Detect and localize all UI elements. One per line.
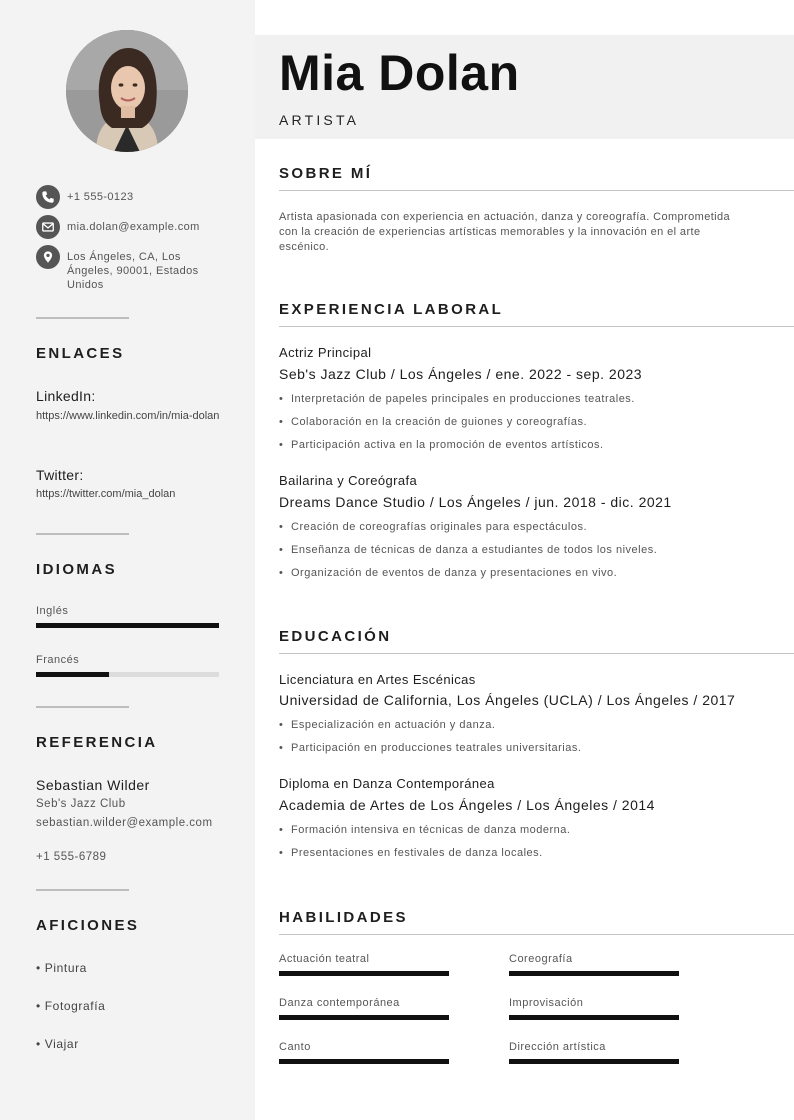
about-heading: SOBRE MÍ (279, 165, 373, 182)
list-item (279, 567, 617, 579)
skill-bar (279, 971, 449, 976)
job-subtitle: Seb's Jazz Club / Los Ángeles / ene. 2022 - sep. 2023 (279, 366, 643, 382)
education-subtitle: Universidad de California, Los Ángeles (UCLA) / Los Ángeles / 2017 (279, 692, 736, 708)
list-item (279, 393, 635, 405)
list-item (279, 847, 543, 859)
list-item (279, 824, 570, 836)
skill-bar-fill (279, 1059, 449, 1064)
skill-bar (509, 1015, 679, 1020)
bullet-dot: • (279, 393, 284, 405)
skill-bar-fill (509, 1059, 679, 1064)
profile-photo (66, 30, 188, 152)
contact-email (36, 215, 226, 239)
skill-bar (509, 1059, 679, 1064)
languages-heading: IDIOMAS (36, 561, 117, 578)
skill-bar-fill (509, 1015, 679, 1020)
bullet-text: Organización de eventos de danza y presentaciones en vivo. (291, 567, 618, 579)
linkedin-link[interactable]: https://www.linkedin.com/in/mia-dolan (36, 410, 220, 422)
hobby-item: • Fotografía (36, 999, 106, 1013)
bullet-dot: • (279, 742, 284, 754)
skill-label: Danza contemporánea (279, 997, 400, 1009)
sidebar (0, 0, 255, 1120)
list-item (279, 742, 581, 754)
bullet-text: Presentaciones en festivales de danza locales. (291, 847, 543, 859)
twitter-label: Twitter: (36, 467, 84, 483)
skill-label: Dirección artística (509, 1041, 606, 1053)
list-item (279, 416, 587, 428)
divider (36, 706, 129, 708)
language-english-bar (36, 623, 219, 628)
experience-heading: EXPERIENCIA LABORAL (279, 301, 504, 318)
section-divider (279, 190, 794, 191)
bullet-text: Participación en producciones teatrales universitarias. (291, 742, 582, 754)
bullet-dot: • (279, 847, 284, 859)
education-title: Licenciatura en Artes Escénicas (279, 672, 476, 687)
skill-bar (279, 1059, 449, 1064)
bullet-text: Especialización en actuación y danza. (291, 719, 496, 731)
language-french-fill (36, 672, 109, 677)
skill-bar-fill (279, 1015, 449, 1020)
list-item (279, 521, 587, 533)
section-divider (279, 653, 794, 654)
contact-phone (36, 185, 226, 209)
language-english-fill (36, 623, 219, 628)
phone-icon (36, 185, 60, 209)
divider (36, 317, 129, 319)
twitter-link[interactable]: https://twitter.com/mia_dolan (36, 488, 176, 500)
bullet-dot: • (279, 439, 284, 451)
reference-name: Sebastian Wilder (36, 777, 150, 793)
education-title: Diploma en Danza Contemporánea (279, 776, 495, 791)
hobby-item: • Pintura (36, 961, 87, 975)
hobbies-heading: AFICIONES (36, 917, 140, 934)
hobby-item: • Viajar (36, 1037, 79, 1051)
bullet-dot: • (279, 521, 284, 533)
divider (36, 533, 129, 535)
envelope-icon (36, 215, 60, 239)
skill-bar (279, 1015, 449, 1020)
skill-label: Canto (279, 1041, 311, 1053)
skills-heading: HABILIDADES (279, 909, 408, 926)
map-pin-icon (36, 245, 60, 269)
links-heading: ENLACES (36, 345, 125, 362)
about-text: Artista apasionada con experiencia en actuación, danza y coreografía. Comprometida con la creación de experiencias artísticas memorables y la innovación en el arte escénico. (279, 211, 731, 253)
skill-bar (509, 971, 679, 976)
language-english-label: Inglés (36, 605, 69, 617)
reference-email: sebastian.wilder@example.com (36, 817, 213, 829)
phone-text: +1 555-0123 (67, 191, 134, 203)
skill-label: Improvisación (509, 997, 584, 1009)
bullet-dot: • (279, 544, 284, 556)
contact-address (36, 245, 226, 292)
bullet-dot: • (279, 719, 284, 731)
education-subtitle: Academia de Artes de Los Ángeles / Los Ángeles / 2014 (279, 797, 655, 813)
job-subtitle: Dreams Dance Studio / Los Ángeles / jun. 2018 - dic. 2021 (279, 494, 672, 510)
email-text: mia.dolan@example.com (67, 221, 200, 233)
list-item (279, 544, 657, 556)
address-text: Los Ángeles, CA, Los Ángeles, 90001, Estados Unidos (67, 251, 199, 291)
skill-bar-fill (279, 971, 449, 976)
bullet-text: Enseñanza de técnicas de danza a estudiantes de todos los niveles. (291, 544, 658, 556)
job-role: ARTISTA (279, 112, 360, 128)
reference-phone: +1 555-6789 (36, 851, 107, 863)
avatar (66, 30, 188, 152)
bullet-dot: • (279, 824, 284, 836)
job-title: Actriz Principal (279, 345, 372, 360)
bullet-text: Formación intensiva en técnicas de danza moderna. (291, 824, 571, 836)
bullet-text: Interpretación de papeles principales en producciones teatrales. (291, 393, 635, 405)
section-divider (279, 326, 794, 327)
skill-label: Coreografía (509, 953, 573, 965)
bullet-dot: • (279, 416, 284, 428)
bullet-dot: • (279, 567, 284, 579)
bullet-text: Colaboración en la creación de guiones y coreografías. (291, 416, 588, 428)
bullet-text: Participación activa en la promoción de eventos artísticos. (291, 439, 604, 451)
list-item (279, 719, 495, 731)
reference-heading: REFERENCIA (36, 734, 158, 751)
skill-bar-fill (509, 971, 679, 976)
bullet-text: Creación de coreografías originales para espectáculos. (291, 521, 588, 533)
divider (36, 889, 129, 891)
linkedin-label: LinkedIn: (36, 388, 96, 404)
section-divider (279, 934, 794, 935)
language-french-label: Francés (36, 654, 80, 666)
education-heading: EDUCACIÓN (279, 628, 392, 645)
skill-label: Actuación teatral (279, 953, 370, 965)
language-french-bar (36, 672, 219, 677)
list-item (279, 439, 604, 451)
reference-company: Seb's Jazz Club (36, 798, 126, 810)
page-title: Mia Dolan (279, 45, 520, 101)
job-title: Bailarina y Coreógrafa (279, 473, 418, 488)
